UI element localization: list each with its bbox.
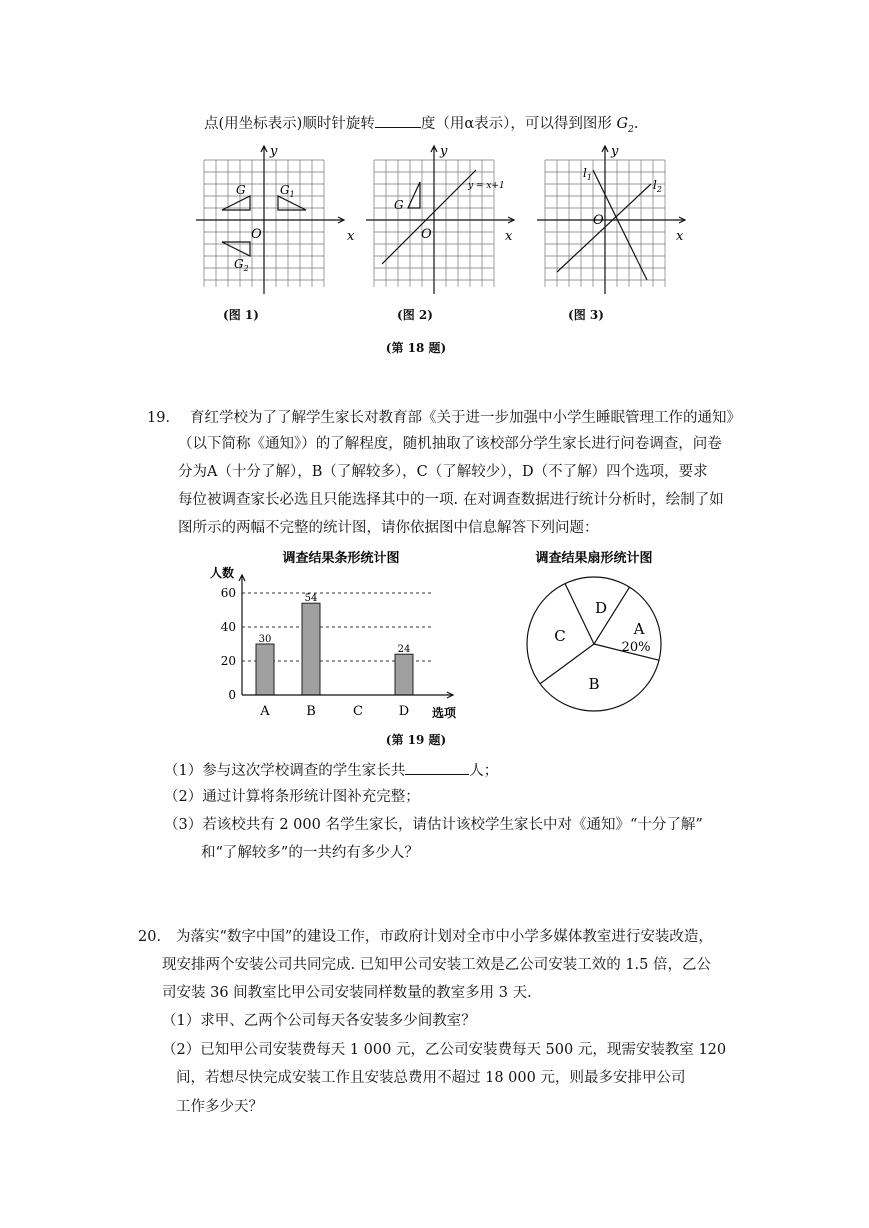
figure-1 (196, 142, 356, 302)
bar-category-label-B: B (306, 704, 316, 719)
bar-chart-y-tick-label: 0 (228, 688, 236, 702)
pie-divider (565, 584, 594, 644)
bar-category-label-D: D (398, 704, 410, 719)
bar-chart-y-tick-label: 20 (220, 654, 236, 668)
figure-2-g-label: G (394, 198, 404, 212)
bar-chart-title: 调查结果条形统计图 (282, 551, 400, 566)
q20-number: 20． (138, 929, 171, 945)
q18-end: . (633, 116, 639, 132)
bar-category-label-A: A (260, 704, 270, 719)
figure-1-g1-label: $G_1$ (280, 183, 295, 199)
pie-chart-title: 调查结果扇形统计图 (535, 551, 653, 566)
figure-1-caption: (图 1) (223, 308, 259, 322)
bar-D (395, 654, 413, 695)
q18-g2-sub: 2 (628, 124, 634, 135)
figure-2-origin-label: O (421, 227, 432, 242)
bar-value-label-A: 30 (258, 634, 272, 645)
q19-answer-blank[interactable] (405, 760, 469, 775)
pie-label-A: A (633, 620, 645, 638)
figure-3-l1-label: $l_1$ (583, 166, 592, 182)
bar-chart-ylabel: 人数 (210, 566, 235, 580)
figure-2-caption: (图 2) (397, 308, 433, 322)
q18-answer-blank[interactable] (375, 113, 421, 128)
pie-label-A-percent: 20% (621, 640, 651, 655)
figure-3-l2-label: $l_2$ (653, 178, 662, 194)
figure-3-x-label: x (676, 229, 684, 244)
bar-value-label-B: 54 (304, 593, 318, 605)
bar-category-label-C: C (353, 704, 363, 719)
figure-3-caption: (图 3) (568, 308, 604, 322)
figure-2-y-label: y (440, 144, 448, 159)
q20-para-3: 司安装 36 间教室比甲公司安装同样数量的教室多用 3 天. (162, 985, 532, 1001)
q19-sub3a: （3）若该校共有 2 000 名学生家长，请估计该校学生家长中对《通知》“十分了解” (164, 817, 703, 833)
q18-tail-line (204, 113, 638, 140)
q18-caption: (第 18 题) (385, 341, 447, 355)
bar-A (256, 644, 274, 695)
q19-para-1: 育红学校为了了解学生家长对教育部《关于进一步加强中小学生睡眠管理工作的通知》 (190, 410, 741, 426)
figure-3-y-label: y (611, 144, 619, 159)
figure-2 (366, 142, 526, 302)
q20-para-1: 为落实“数字中国”的建设工作，市政府计划对全市中小学多媒体教室进行安装改造， (176, 929, 713, 945)
q19-sub3b: 和“了解较多”的一共约有多少人？ (201, 845, 419, 861)
bar-B (302, 603, 320, 695)
figure-1-y-label: y (270, 144, 278, 159)
pie-label-D: D (594, 599, 608, 617)
bar-chart (196, 545, 476, 725)
q19-sub1-b: 人； (469, 763, 499, 779)
bar-chart-y-tick-label: 40 (220, 620, 236, 634)
pie-divider (540, 644, 594, 684)
q19-para-2: （以下简称《通知》）的了解程度，随机抽取了该校部分学生家长进行问卷调查，问卷 (178, 436, 722, 452)
q20-sub2b: 间，若想尽快完成安装工作且安装总费用不超过 18 000 元，则最多安排甲公司 (176, 1070, 686, 1086)
bar-value-label-D: 24 (397, 644, 411, 656)
q19-sub2: （2）通过计算将条形统计图补充完整； (164, 789, 420, 805)
q20-sub2c: 工作多少天？ (176, 1099, 263, 1115)
pie-label-C: C (554, 627, 566, 645)
bar-chart-xlabel: 选项 (432, 706, 457, 720)
figure-1-x-label: x (347, 229, 355, 244)
figure-3-origin-label: O (593, 213, 604, 228)
q20-para-2: 现安排两个安装公司共同完成. 已知甲公司安装工效是乙公司安装工效的 1.5 倍，乙公 (162, 957, 711, 973)
q19-para-3: 分为A（十分了解），B（了解较多），C（了解较少），D（不了解）四个选项，要求 (178, 464, 708, 480)
q19-sub1 (164, 760, 498, 781)
q19-caption: (第 19 题) (385, 733, 447, 747)
q18-text-b: 度（用α表示），可以得到图形 (420, 116, 612, 132)
bar-chart-y-tick-label: 60 (220, 586, 236, 600)
q19-sub1-a: （1）参与这次学校调查的学生家长共 (164, 763, 406, 779)
figure-1-g-label: G (236, 183, 246, 197)
q18-text-a: 点(用坐标表示)顺时针旋转 (204, 116, 375, 132)
figure-2-line-label: y = x+1 (468, 181, 505, 191)
figure-1-g2-label: $G_2$ (234, 257, 249, 273)
bar-chart-categories (259, 704, 409, 719)
q19-para-5: 图所示的两幅不完整的统计图，请你依据图中信息解答下列问题： (178, 520, 599, 536)
bar-chart-bars (256, 593, 413, 695)
figure-3 (537, 142, 697, 302)
pie-chart (515, 545, 685, 720)
figure-1-origin-label: O (251, 227, 262, 242)
q20-sub2a: （2）已知甲公司安装费每天 1 000 元，乙公司安装费每天 500 元，现需安装教室 120 (162, 1042, 727, 1058)
q18-g2: G (616, 116, 629, 132)
q19-number: 19． (147, 410, 180, 426)
figure-2-x-label: x (505, 229, 513, 244)
bar-chart-y-ticks (221, 586, 236, 702)
pie-label-B: B (588, 675, 600, 693)
q19-para-4: 每位被调查家长必选且只能选择其中的一项. 在对调查数据进行统计分析时，绘制了如 (178, 492, 724, 508)
q20-sub1: （1）求甲、乙两个公司每天各安装多少间教室？ (162, 1013, 476, 1029)
